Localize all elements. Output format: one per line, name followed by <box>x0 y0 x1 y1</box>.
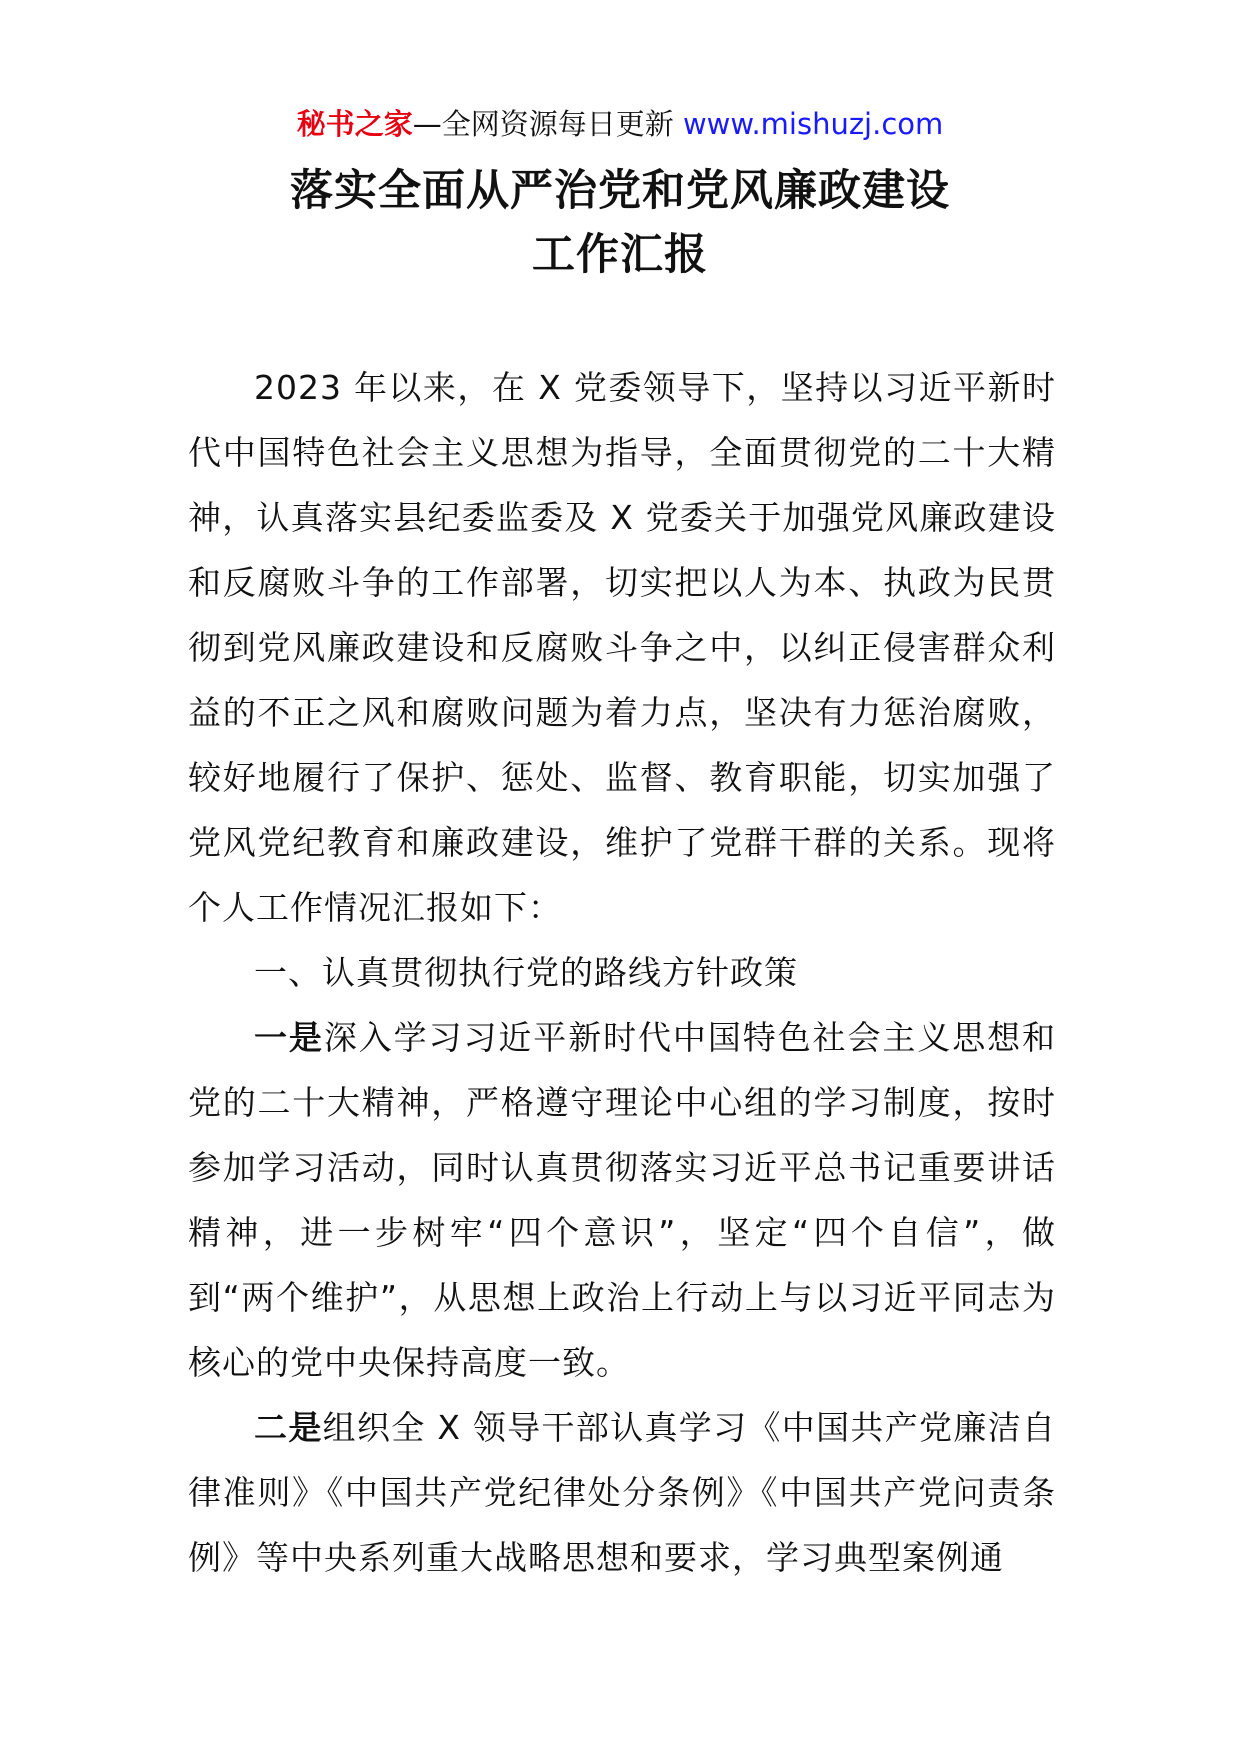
item-paragraph <box>188 1005 1056 1395</box>
document-body <box>188 355 1056 1590</box>
site-header <box>0 104 1240 144</box>
document-title-line-1: 落实全面从严治党和党风廉政建设 <box>290 166 950 216</box>
section-heading: 一、认真贯彻执行党的路线方针政策 <box>254 953 798 992</box>
brand-name: 秘书之家 <box>296 107 413 141</box>
item-lead: 二是 <box>254 1408 323 1447</box>
item-text: 深入学习习近平新时代中国特色社会主义思想和党的二十大精神，严格遵守理论中心组的学习制度，按时参加学习活动，同时认真贯彻落实习近平总书记重要讲话精神，进一步树牢“四个意识”，坚定“四个自信”，做到“两个维护”，从思想上政治上行动上与以习近平同志为核心的党中央保持高度一致。 <box>188 1018 1057 1382</box>
item-text: 组织全 X 领导干部认真学习《中国共产党廉洁自律准则》《中国共产党纪律处分条例》《中国共产党问责条例》等中央系列重大战略思想和要求，学习典型案例通 <box>188 1408 1057 1577</box>
intro-paragraph: 2023 年以来，在 X 党委领导下，坚持以习近平新时代中国特色社会主义思想为指导，全面贯彻党的二十大精神，认真落实县纪委监委及 X 党委关于加强党风廉政建设和反腐败斗争的工作部署，切实把以人为本、执政为民贯彻到党风廉政建设和反腐败斗争之中，以纠正侵害群众利益的不正之风和腐败问题为着力点，坚决有力惩治腐败，较好地履行了保护、惩处、监督、教育职能，切实加强了党风党纪教育和廉政建设，维护了党群干群的关系。现将个人工作情况汇报如下： <box>188 368 1056 927</box>
header-slogan: —全网资源每日更新 <box>412 107 674 141</box>
item-paragraph <box>188 1395 1056 1590</box>
item-lead: 一是 <box>254 1018 324 1057</box>
document-title-line-2: 工作汇报 <box>532 230 708 280</box>
site-url[interactable]: www.mishuzj.com <box>682 107 944 141</box>
